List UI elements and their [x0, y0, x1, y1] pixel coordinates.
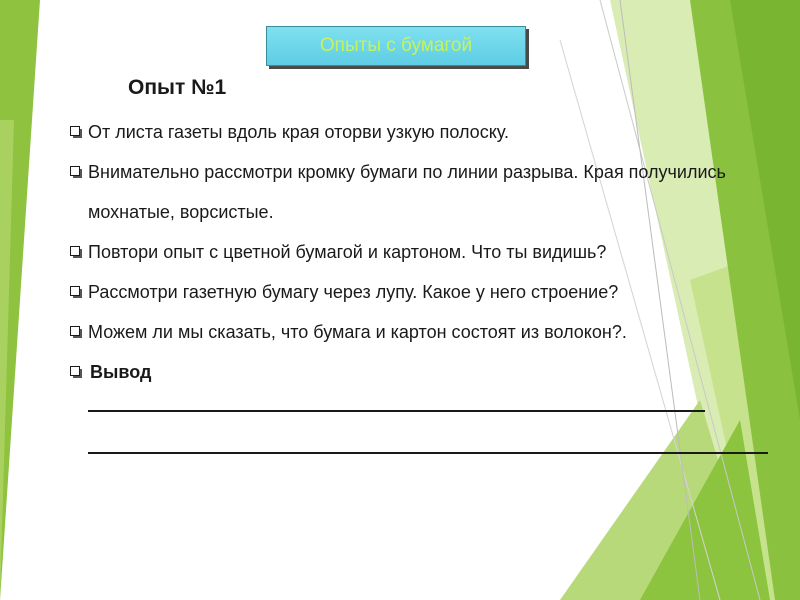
list-item: [68, 272, 788, 312]
conclusion-item: [68, 352, 788, 392]
answer-line: [88, 452, 768, 454]
checkbox-outline-icon: [70, 326, 83, 339]
list-item-text: Рассмотри газетную бумагу через лупу. Какое у него строение?: [88, 282, 619, 302]
list-item-text: От листа газеты вдоль края оторви узкую полоску.: [88, 122, 509, 142]
list-item: [68, 312, 788, 352]
answer-line: [88, 410, 705, 412]
instruction-list: [68, 112, 788, 392]
checkbox-outline-icon: [70, 246, 83, 259]
checkbox-outline-icon: [70, 126, 83, 139]
checkbox-outline-icon: [70, 366, 83, 379]
title-badge-text: Опыты с бумагой: [319, 35, 473, 56]
list-item: [68, 152, 788, 232]
checkbox-outline-icon: [70, 166, 83, 179]
title-badge: [266, 26, 526, 66]
list-item-text: Повтори опыт с цветной бумагой и картоном. Что ты видишь?: [88, 242, 607, 262]
experiment-heading: Опыт №1: [128, 76, 227, 99]
list-item-text: Внимательно рассмотри кромку бумаги по линии разрыва. Края получились мохнатые, ворсистые.: [88, 162, 726, 222]
list-item: [68, 112, 788, 152]
list-item-text: Можем ли мы сказать, что бумага и картон состоят из волокон?.: [88, 322, 627, 342]
conclusion-label: Вывод: [90, 362, 152, 382]
list-item: [68, 232, 788, 272]
checkbox-outline-icon: [70, 286, 83, 299]
